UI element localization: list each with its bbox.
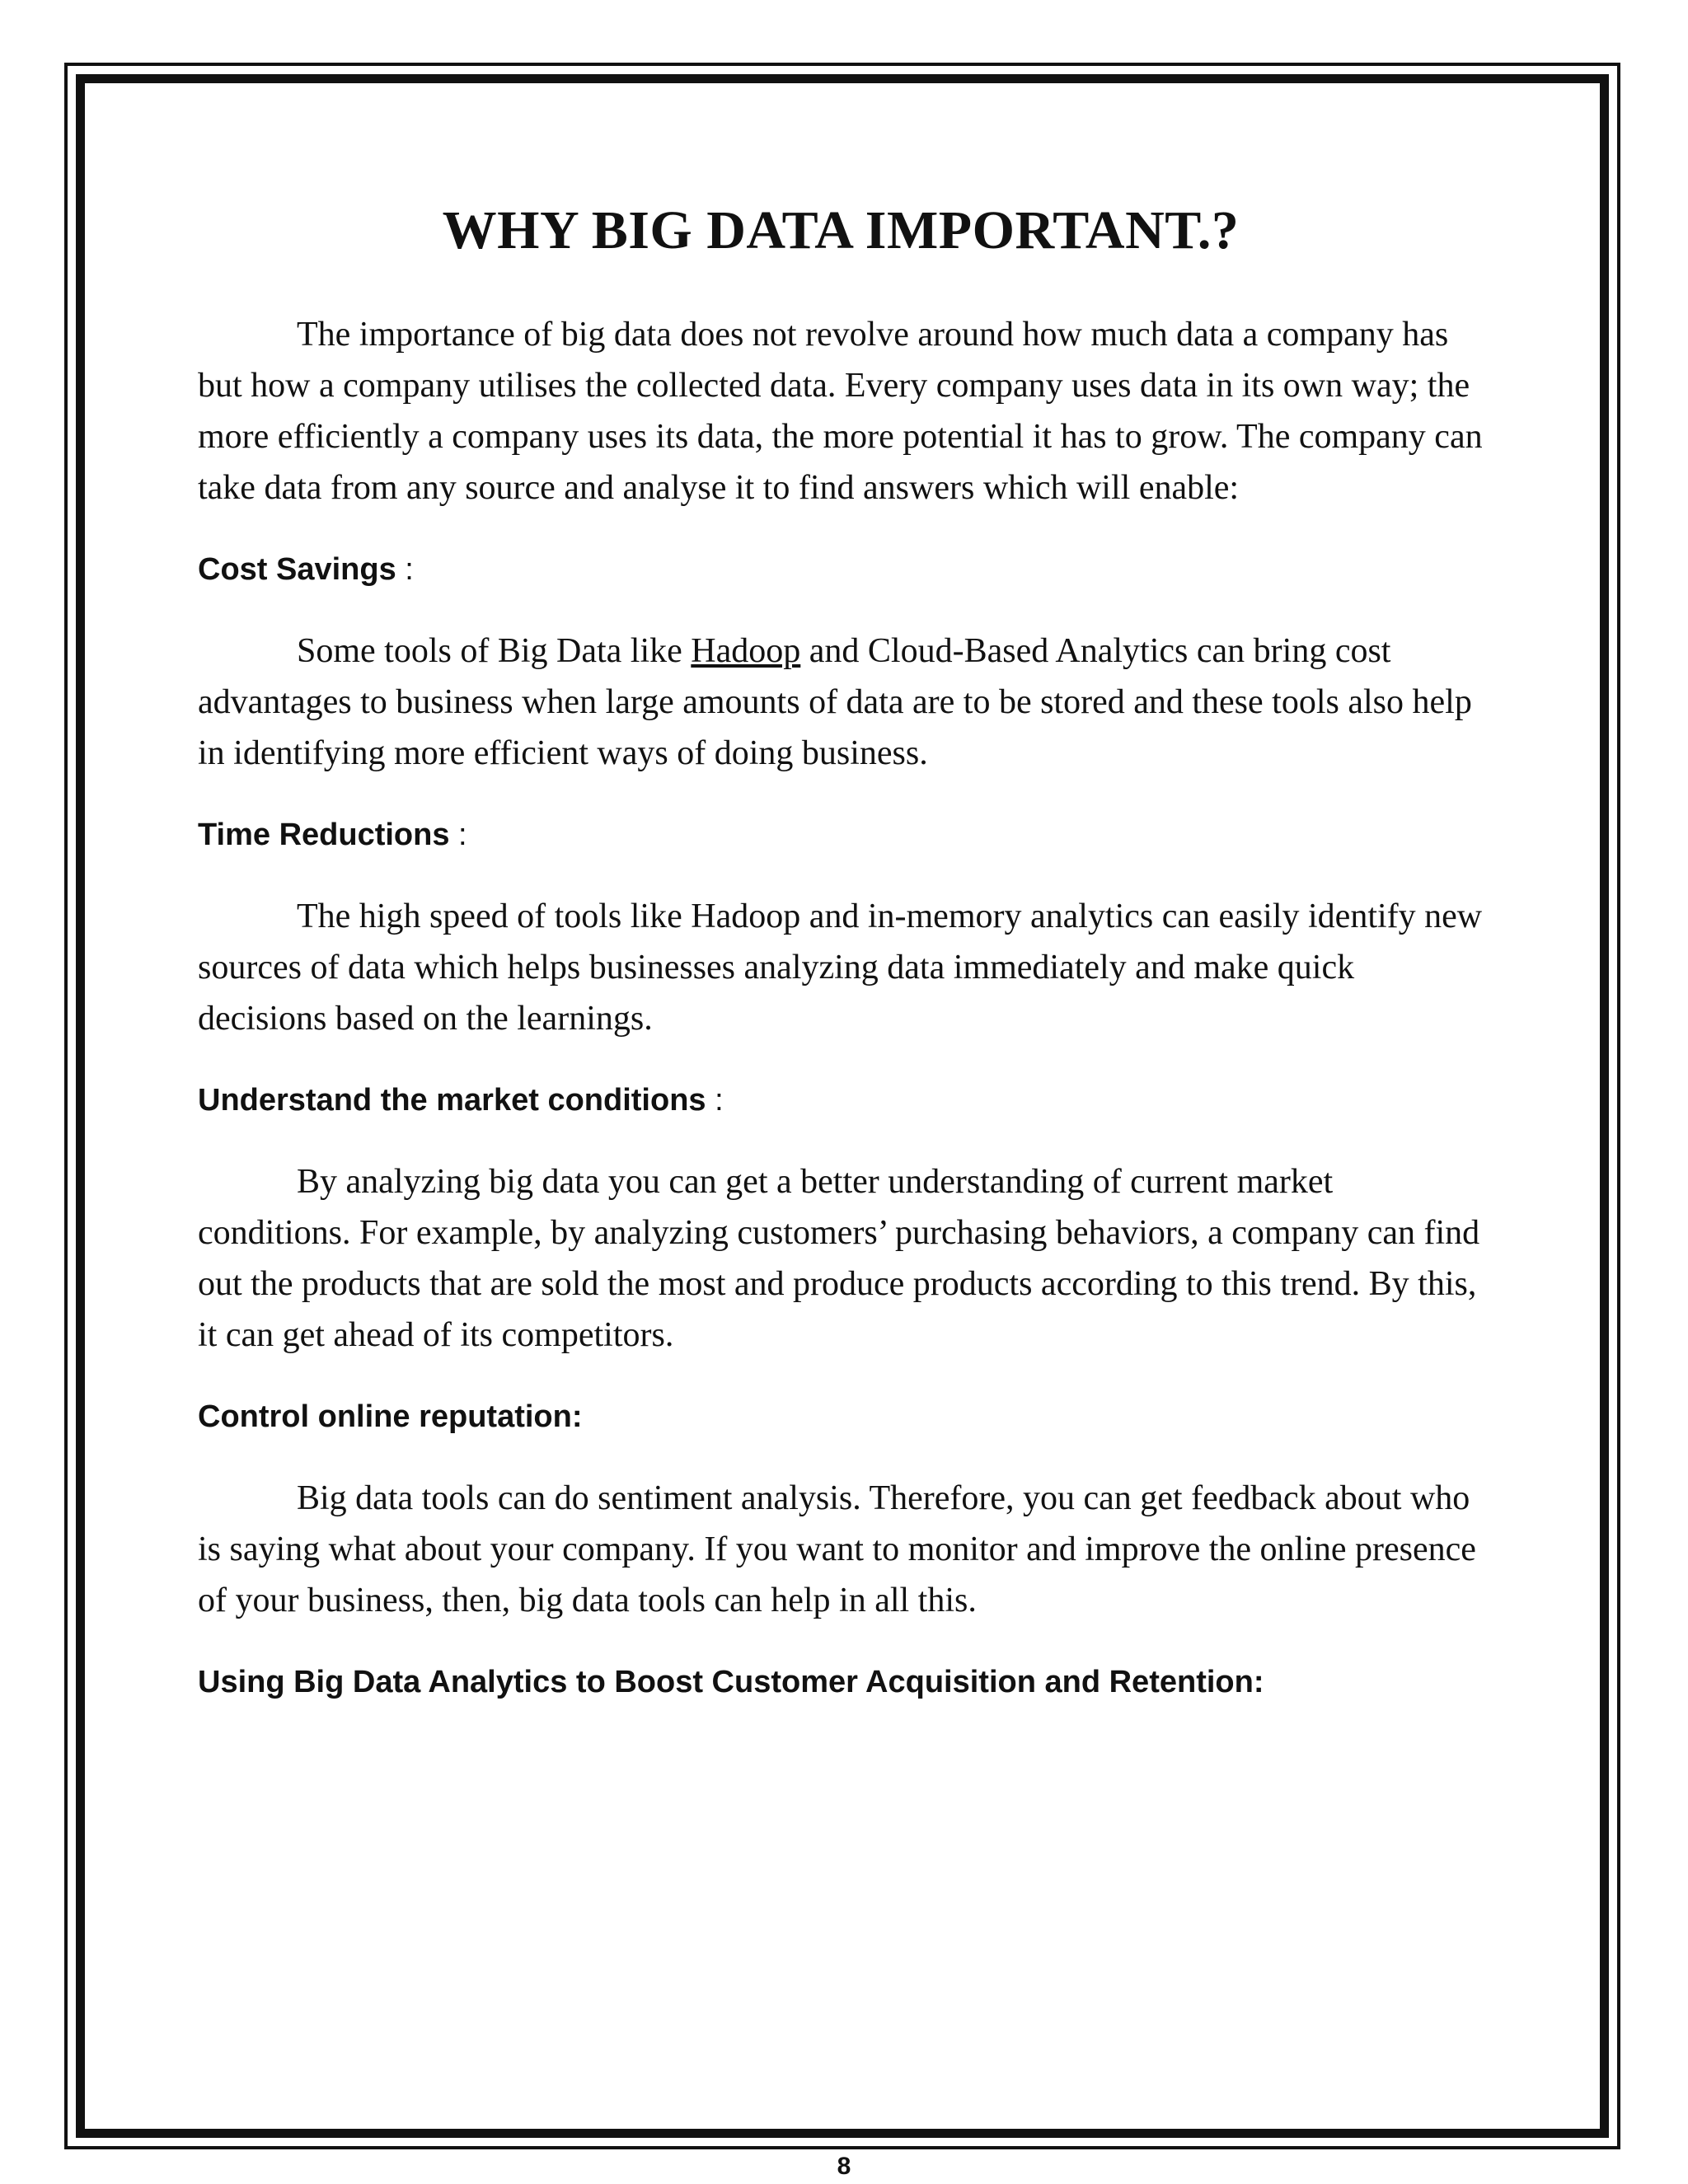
- heading-text: Control online reputation:: [198, 1399, 583, 1435]
- section-heading-cost-savings: [198, 550, 1484, 589]
- heading-text: Cost Savings: [198, 552, 396, 588]
- heading-text: Understand the market conditions: [198, 1083, 706, 1118]
- section-paragraph-market-conditions: By analyzing big data you can get a better understanding of current market conditions. For example, by analyzing customers’ purchasing behaviors, a company can find out the products that are sold the most and produce products according to this trend. By this, it can get ahead of its competitors.: [198, 1163, 1480, 1355]
- section-heading-customer-acquisition: [198, 1662, 1484, 1702]
- heading-colon: :: [449, 818, 467, 853]
- intro-paragraph: The importance of big data does not revolve around how much data a company has but how a company utilises the collected data. Every company uses data in its own way; the more efficiently a company uses its data, the more potential it has to grow. The company can take data from any source and analyse it to find answers which will enable:: [198, 316, 1483, 508]
- heading-text: Time Reductions: [198, 818, 450, 853]
- section-paragraph-cost-savings: [198, 626, 1484, 779]
- hadoop-link[interactable]: Hadoop: [691, 632, 801, 671]
- section-paragraph-time-reductions: The high speed of tools like Hadoop and in-memory analytics can easily identify new sources of data which helps businesses analyzing data immediately and make quick decisions based on the learnings.: [198, 898, 1483, 1038]
- heading-text: Using Big Data Analytics to Boost Customer Acquisition and Retention:: [198, 1665, 1264, 1700]
- section-heading-market-conditions: [198, 1080, 1484, 1120]
- paragraph-text: Some tools of Big Data like: [297, 632, 692, 671]
- heading-colon: :: [396, 552, 414, 588]
- page-number: 8: [837, 2153, 851, 2180]
- document-body: [198, 198, 1484, 1738]
- section-heading-time-reductions: [198, 815, 1484, 855]
- paragraph-text: and Cloud-Based Analytics can bring cost advantages to business when large amounts of data are to be stored and these tools also help in identifying more efficient ways of doing business.: [198, 632, 1472, 773]
- section-paragraph-online-reputation: Big data tools can do sentiment analysis. Therefore, you can get feedback about who is saying what about your company. If you want to monitor and improve the online presence of your business, then, big data tools can help in all this.: [198, 1479, 1476, 1620]
- heading-colon: :: [706, 1083, 724, 1118]
- page-title: WHY BIG DATA IMPORTANT.?: [442, 200, 1240, 260]
- section-heading-online-reputation: [198, 1397, 1484, 1436]
